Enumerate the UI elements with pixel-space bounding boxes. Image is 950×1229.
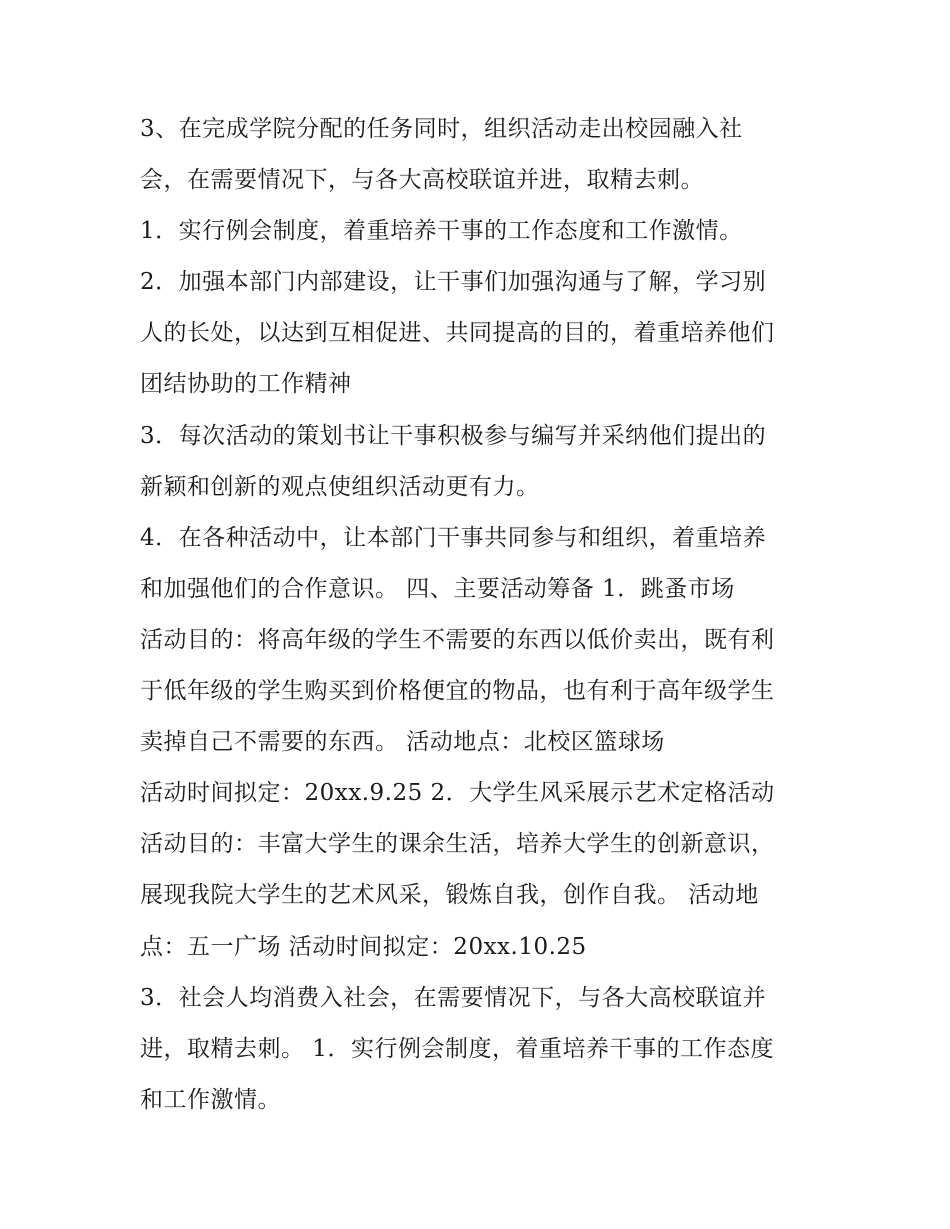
text-line: 卖掉自己不需要的东西。 活动地点：北校区篮球场 [140,729,665,756]
text-line: 和工作激情。 [140,1086,281,1113]
text-line: 3、在完成学院分配的任务同时，组织活动走出校园融入社 [140,116,743,142]
text-line: 活动目的：将高年级的学生不需要的东西以低价卖出，既有利 [140,626,775,653]
text-line: 4．在各种活动中，让本部门干事共同参与和组织，着重培养 [140,524,767,551]
text-line: 活动时间拟定：20xx.9.25 2．大学生风采展示艺术定格活动 [140,780,775,807]
text-line: 1．实行例会制度，着重培养干事的工作态度和工作激情。 [140,218,743,245]
text-line: 团结协助的工作精神 [140,371,352,398]
text-line: 3．社会人均消费入社会，在需要情况下，与各大高校联谊并 [140,984,767,1011]
text-line: 2．加强本部门内部建设，让干事们加强沟通与了解，学习别 [140,269,767,296]
text-line: 新颖和创新的观点使组织活动更有力。 [140,473,540,500]
text-line: 会，在需要情况下，与各大高校联谊并进，取精去刺。 [140,167,704,194]
document-body [140,104,820,1126]
text-line: 展现我院大学生的艺术风采，锻炼自我，创作自我。 活动地 [140,882,759,909]
text-line: 和加强他们的合作意识。 四、主要活动筹备 1．跳蚤市场 [140,575,735,602]
text-line: 活动目的：丰富大学生的课余生活，培养大学生的创新意识， [140,831,775,858]
text-line: 人的长处，以达到互相促进、共同提高的目的，着重培养他们 [140,320,775,347]
text-line: 于低年级的学生购买到价格便宜的物品，也有利于高年级学生 [140,678,775,705]
text-line: 点：五一广场 活动时间拟定：20xx.10.25 [140,933,587,960]
text-line: 进，取精去刺。 1．实行例会制度，着重培养干事的工作态度 [140,1035,774,1062]
text-line: 3．每次活动的策划书让干事积极参与编写并采纳他们提出的 [140,422,767,449]
